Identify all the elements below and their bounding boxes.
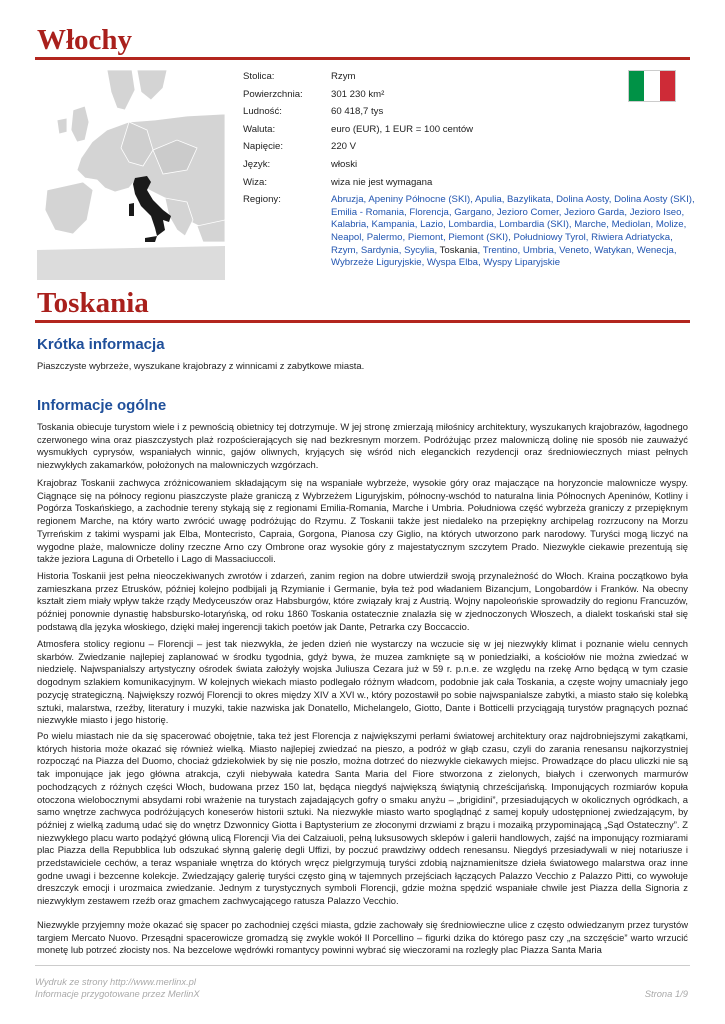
region-link[interactable]: Jezioro Garda (564, 206, 625, 218)
region-link[interactable]: Abruzja (331, 194, 364, 206)
italy-flag (628, 70, 676, 102)
info-row-voltage: Napięcie: 220 V (243, 141, 357, 153)
region-link[interactable]: Marche (574, 219, 607, 231)
region-link[interactable]: Rzym (331, 244, 356, 256)
region-link[interactable]: Apeniny Północne (SKI) (368, 194, 471, 206)
region-link[interactable]: Wybrzeże Liguryjskie (331, 257, 422, 269)
region-link[interactable]: Watykan (594, 244, 632, 256)
region-link[interactable]: Emilia - Romania (331, 206, 405, 218)
region-link[interactable]: Riwiera Adriatycka (591, 231, 671, 243)
info-row-currency: Waluta: euro (EUR), 1 EUR = 100 centów (243, 123, 474, 135)
region-link[interactable]: Kampania (371, 219, 415, 231)
region-link[interactable]: Florencja (409, 206, 449, 218)
regions-list: Abruzja, Apeniny Północne (SKI), Apulia, Bazylikata, Dolina Aosty, Dolina Aosty (SKI), Emilia - Romania, Florencja, Gargano, Jezioro Comer, Jezioro Garda, Jezioro Iseo, Kalabria, Kampania, Lazio, Lombardia, Lombardia (SKI), Marche, Mediolan, Molize, Neapol, Palermo, Piemont, Piemont (SKI), Południowy Tyrol, Riwiera Adriatycka, Rzym, Sardynia, Sycylia, Toskania, Trentino, Umbria, Veneto, Watykan, Wenecja, Wybrzeże Liguryjskie, Wyspa Elba, Wyspy Liparyjskie (331, 194, 695, 269)
region-link[interactable]: Bazylikata (507, 194, 551, 206)
region-link[interactable]: Sycylia (404, 244, 435, 256)
info-row-regions: Regiony: Abruzja, Apeniny Północne (SKI), Apulia, Bazylikata, Dolina Aosty, Dolina Aosty (SKI), Emilia - Romania, Florencja, Gargano, Jezioro Comer, Jezioro Garda, Jezioro Iseo, Kalabria, Kampania, Lazio, Lombardia, Lombardia (SKI), Marche, Mediolan, Molize, Neapol, Palermo, Piemont, Piemont (SKI), Południowy Tyrol, Riwiera Adriatycka, Rzym, Sardynia, Sycylia, Toskania, Trentino, Umbria, Veneto, Watykan, Wenecja, Wybrzeże Liguryjskie, Wyspa Elba, Wyspy Liparyjskie (243, 194, 695, 275)
paragraph-6: Niezwykle przyjemny może okazać się spacer po zachodniej części miasta, gdzie zachowały się średniowieczne ulice z często odwiedzanym przez turystów targiem Mercato Nuovo. Przesądni spacerowicze gromadzą się zwykle wokół Il Porcellino – figurki dzika do którego pasz czy „na szczęście” warto wrzucić monetę lub potrzeć złocisty nos. Na bezcelowe wędrówki romantycy powinni wybrać się wieczorami na rozległy plac Piazza Santa Maria (37, 919, 688, 956)
region-link: Toskania (439, 244, 478, 256)
region-link[interactable]: Apulia (475, 194, 502, 206)
info-row-visa: Wiza: wiza nie jest wymagana (243, 176, 433, 188)
region-link[interactable]: Dolina Aosty (SKI) (614, 194, 692, 206)
paragraph-4: Atmosfera stolicy regionu – Florencji – jest tak niezwykła, że jeden dzień nie wystarczy na wczucie się w jej niezwykły klimat i poznanie wielu cennych skarbów. Zwiedzanie najlepiej zaplanować w środku tygodnia, gdyż bywa, że muzea zamknięte są w poniedziałki, a kościołów nie można zwiedzać w niedzielę. Najwspanialszy artystyczny ośrodek świata założyły wojska Juliusza Cezara już w 59 r. p.n.e. ze względu na rzekę Arno będącą w tym czasie dogodnym szlakiem komunikacyjnym. W kolejnych wiekach miasto podlegało różnym władcom, podobnie jak cała Toskania, a częste wojny umacniały jego pozycję strategiczną. Największy rozwój Florencji to okres między XIV a XVI w., który pozostawił po sobie najwspanialsze zabytki, a miasto stało się kolebką sztuki, malarstwa, rzeźby, literatury i muzyki, takie nazwiska jak Donatello, Michelangelo, Giotto, Dante i Botticelli przyciągają turystów pragnących poznać niezwykłe miasto i jego historię. (37, 638, 688, 726)
region-link[interactable]: Wyspa Elba (426, 257, 479, 269)
region-link[interactable]: Veneto (559, 244, 590, 256)
region-link[interactable]: Piemont (SKI) (448, 231, 509, 243)
info-row-language: Język: włoski (243, 158, 358, 170)
region-link[interactable]: Kalabria (331, 219, 367, 231)
region-link[interactable]: Południowy Tyrol (513, 231, 586, 243)
region-link[interactable]: Sardynia (360, 244, 399, 256)
footer-page-number: Strona 1/9 (644, 988, 688, 999)
region-link[interactable]: Palermo (366, 231, 403, 243)
region-link[interactable]: Jezioro Comer (496, 206, 559, 218)
paragraph-2: Krajobraz Toskanii zachwyca zróżnicowaniem składającym się na wspaniałe wybrzeże, wysokie góry oraz majaczące na horyzoncie malownicze wyspy. Ciągnące się na północy regionu piaszczyste plaże graniczą z Wybrzeżem Liguryjskim, północny-wschód to naturalna linia Północnych Apeninów, Kotliny i Pogórza Toskańskiego, a zachodnie tereny stykają się z regionami Emilia-Romania, Marche i Umbria. Południowa część wybrzeża graniczy z przepięknym regionem Marche, na który warto zwrócić uwagę podróżując do Rzymu. Z Toskanii także jest niedaleko na przepiękny archipelag rozrzucony na Morzu Tyrreńskim z takimi wyspami jak Elba, Montecristo, Capraia, Gorgona, Pianosa czy Giglio, na których utworzono park narodowy. Turyści mogą liczyć na wygodne plaże, malownicze doliny rzeczne Arno czy Ombrone oraz wysokie góry z majestatycznym szczytem Prado. Niezwykle ciekawie prezentują się także jeziora Laguna di Orbetello i Lago di Massaciuccoli. (37, 477, 688, 565)
short-info-heading: Krótka informacja (37, 336, 165, 353)
info-row-population: Ludność: 60 418,7 tys (243, 106, 384, 118)
region-link[interactable]: Mediolan (611, 219, 651, 231)
info-row-capital: Stolica: Rzym (243, 71, 356, 82)
region-link[interactable]: Lombardia (SKI) (499, 219, 569, 231)
short-info-text: Piaszczyste wybrzeże, wyszukane krajobrazy z winnicami z zabytkowe miasta. (37, 360, 365, 371)
region-link[interactable]: Wenecja (636, 244, 674, 256)
footer-credit: Informacje przygotowane przez MerlinX (35, 988, 200, 999)
footer-rule (35, 965, 690, 966)
general-info-heading: Informacje ogólne (37, 397, 167, 414)
region-link[interactable]: Wyspy Liparyjskie (483, 257, 561, 269)
region-link[interactable]: Piemont (407, 231, 444, 243)
paragraph-3: Historia Toskanii jest pełna nieoczekiwanych zwrotów i zdarzeń, zanim region na dobre utwierdził swoją przynależność do Włoch. Kraina początkowo była zamieszkana przez Etrusków, później kolejno podbijali ją Rzymianie i Germanie, była też pod władaniem Bizancjum, Longobardów i Franków. Na obecny kształt ziem miały wpływ także rządy Medyceuszów oraz Habsburgów, które związały kraj z Austrią. Wojny napoleońskie sprowadziły do regionu Francuzów, później ponownie dynastię habsbursko-lotaryńską, od roku 1860 Toskania ostatecznie znalazła się w zjednoczonych Włoszech, a dialekt toskański stał się podstawą dla języka włoskiego, dzięki małej ingerencji takich poetów jak Dante, Petrarka czy Boccaccio. (37, 570, 688, 632)
page-title: Włochy (37, 24, 133, 56)
region-link[interactable]: Gargano (454, 206, 492, 218)
flag-stripe-green (629, 71, 644, 101)
region-link[interactable]: Lazio (420, 219, 444, 231)
region-link[interactable]: Umbria (522, 244, 554, 256)
paragraph-1: Toskania obiecuje turystom wiele i z pewnością obietnicy tej dotrzymuje. W jej stronę zmierzają miłośnicy architektury, wyszukanych krajobrazów, łagodnego czerwonego wina oraz piaszczystych plaż rozpościerających się nad bezkresnym morzem. Podróżując przez malowniczą dolinę nie sposób nie zauważyć wysmukłych cyprysów, wspaniałych winnic, gajów oliwnych, kryjących się wśród nich eleganckich rezydencji oraz średniowiecznych miast pełnych niezwykłych zakamarków, położonych na malowniczych wzgórzach. (37, 421, 688, 471)
info-row-area: Powierzchnia: 301 230 km² (243, 88, 385, 100)
title-rule (35, 57, 690, 60)
region-link[interactable]: Trentino (482, 244, 518, 256)
footer-source: Wydruk ze strony http://www.merlinx.pl (35, 976, 196, 987)
region-title-rule (35, 320, 690, 323)
flag-stripe-red (660, 71, 675, 101)
region-title: Toskania (37, 287, 149, 319)
paragraph-5: Po wielu miastach nie da się spacerować obojętnie, taka też jest Florencja z największymi perłami światowej architektury oraz najdrobniejszymi zakątkami, których historia może okazać się również wielką. Miasto najlepiej zwiedzać na pieszo, a podróż w głąb czasu, czyli do zarania renesansu najkorzystniej rozpocząć na Piazza del Duomo, chociaż gdziekolwiek by się nie poszło, można dotrzeć do niezwykle ciekawych miejsc. Prowadzące do placu uliczki nie są tak imponujące jak jego główna atrakcja, czyli niebywała katedra Santa Maria del Fiore stworzona z zielonych, białych i czerwonych marmurów pochodzących z różnych części Włoch, budowana przez 150 lat, będąca niegdyś największą świątynią chrześcijańską. Imponujących rozmiarów kopuła otoczona wielobocznymi absydami robi wrażenie na turystach zajadających gofry o smaku anyżu – „brigidini”, przesiadujących w okolicznych ogródkach, a samo wnętrze zachwyca podróżujących koneserów historii sztuki. Na niezwykłe miasto warto spoglądnąć z samej kopuły udostępnionej zwiedzającym, by później z wielką zadumą udać się do wnętrz Dzwonnicy Giotta i Baptysterium ze złoconymi drzwiami z brązu i mozaiką przypominającą „Sąd Ostateczny”. Z niezwykłego placu warto podążyć główną ulicą Florencji Via dei Calzaiuoli, pełną luksusowych sklepów i galerii handlowych, zajść na imponujący rozmiarami plac Piazza della Repubblica lub odszukać słynną galerię degli Uffizi, by poczuć prawdziwy oddech renesansu. Niegdyś przesiadywali w niej notariusze i przedstawiciele cechów, a teraz wspaniałe wnętrza do których wręcz pielgrzymują turyści zdobią najznamienitsze dzieła światowego malarstwa oraz inne godne uwagi i bezcenne kolekcje. Zwiedzający galerię turyści często giną w tajemnych przejściach łączących Palazzo Vecchio z Palazzo Pitti, co wywołuje dreszczyk emocji i urozmaica zwiedzanie. Jednym z turystycznych symboli Florencji, gdzie można spędzić wspaniałe chwile jest Piazza della Signoria z niezwykłym zestawem rzeźb oraz gmachem zachwycającego ratusza Palazzo Vecchio. (37, 730, 688, 907)
flag-stripe-white (644, 71, 659, 101)
region-link[interactable]: Neapol (331, 231, 362, 243)
region-link[interactable]: Lombardia (448, 219, 494, 231)
europe-map-image (37, 70, 225, 280)
region-link[interactable]: Molize (655, 219, 684, 231)
region-link[interactable]: Jezioro Iseo (629, 206, 682, 218)
region-link[interactable]: Dolina Aosty (556, 194, 609, 206)
